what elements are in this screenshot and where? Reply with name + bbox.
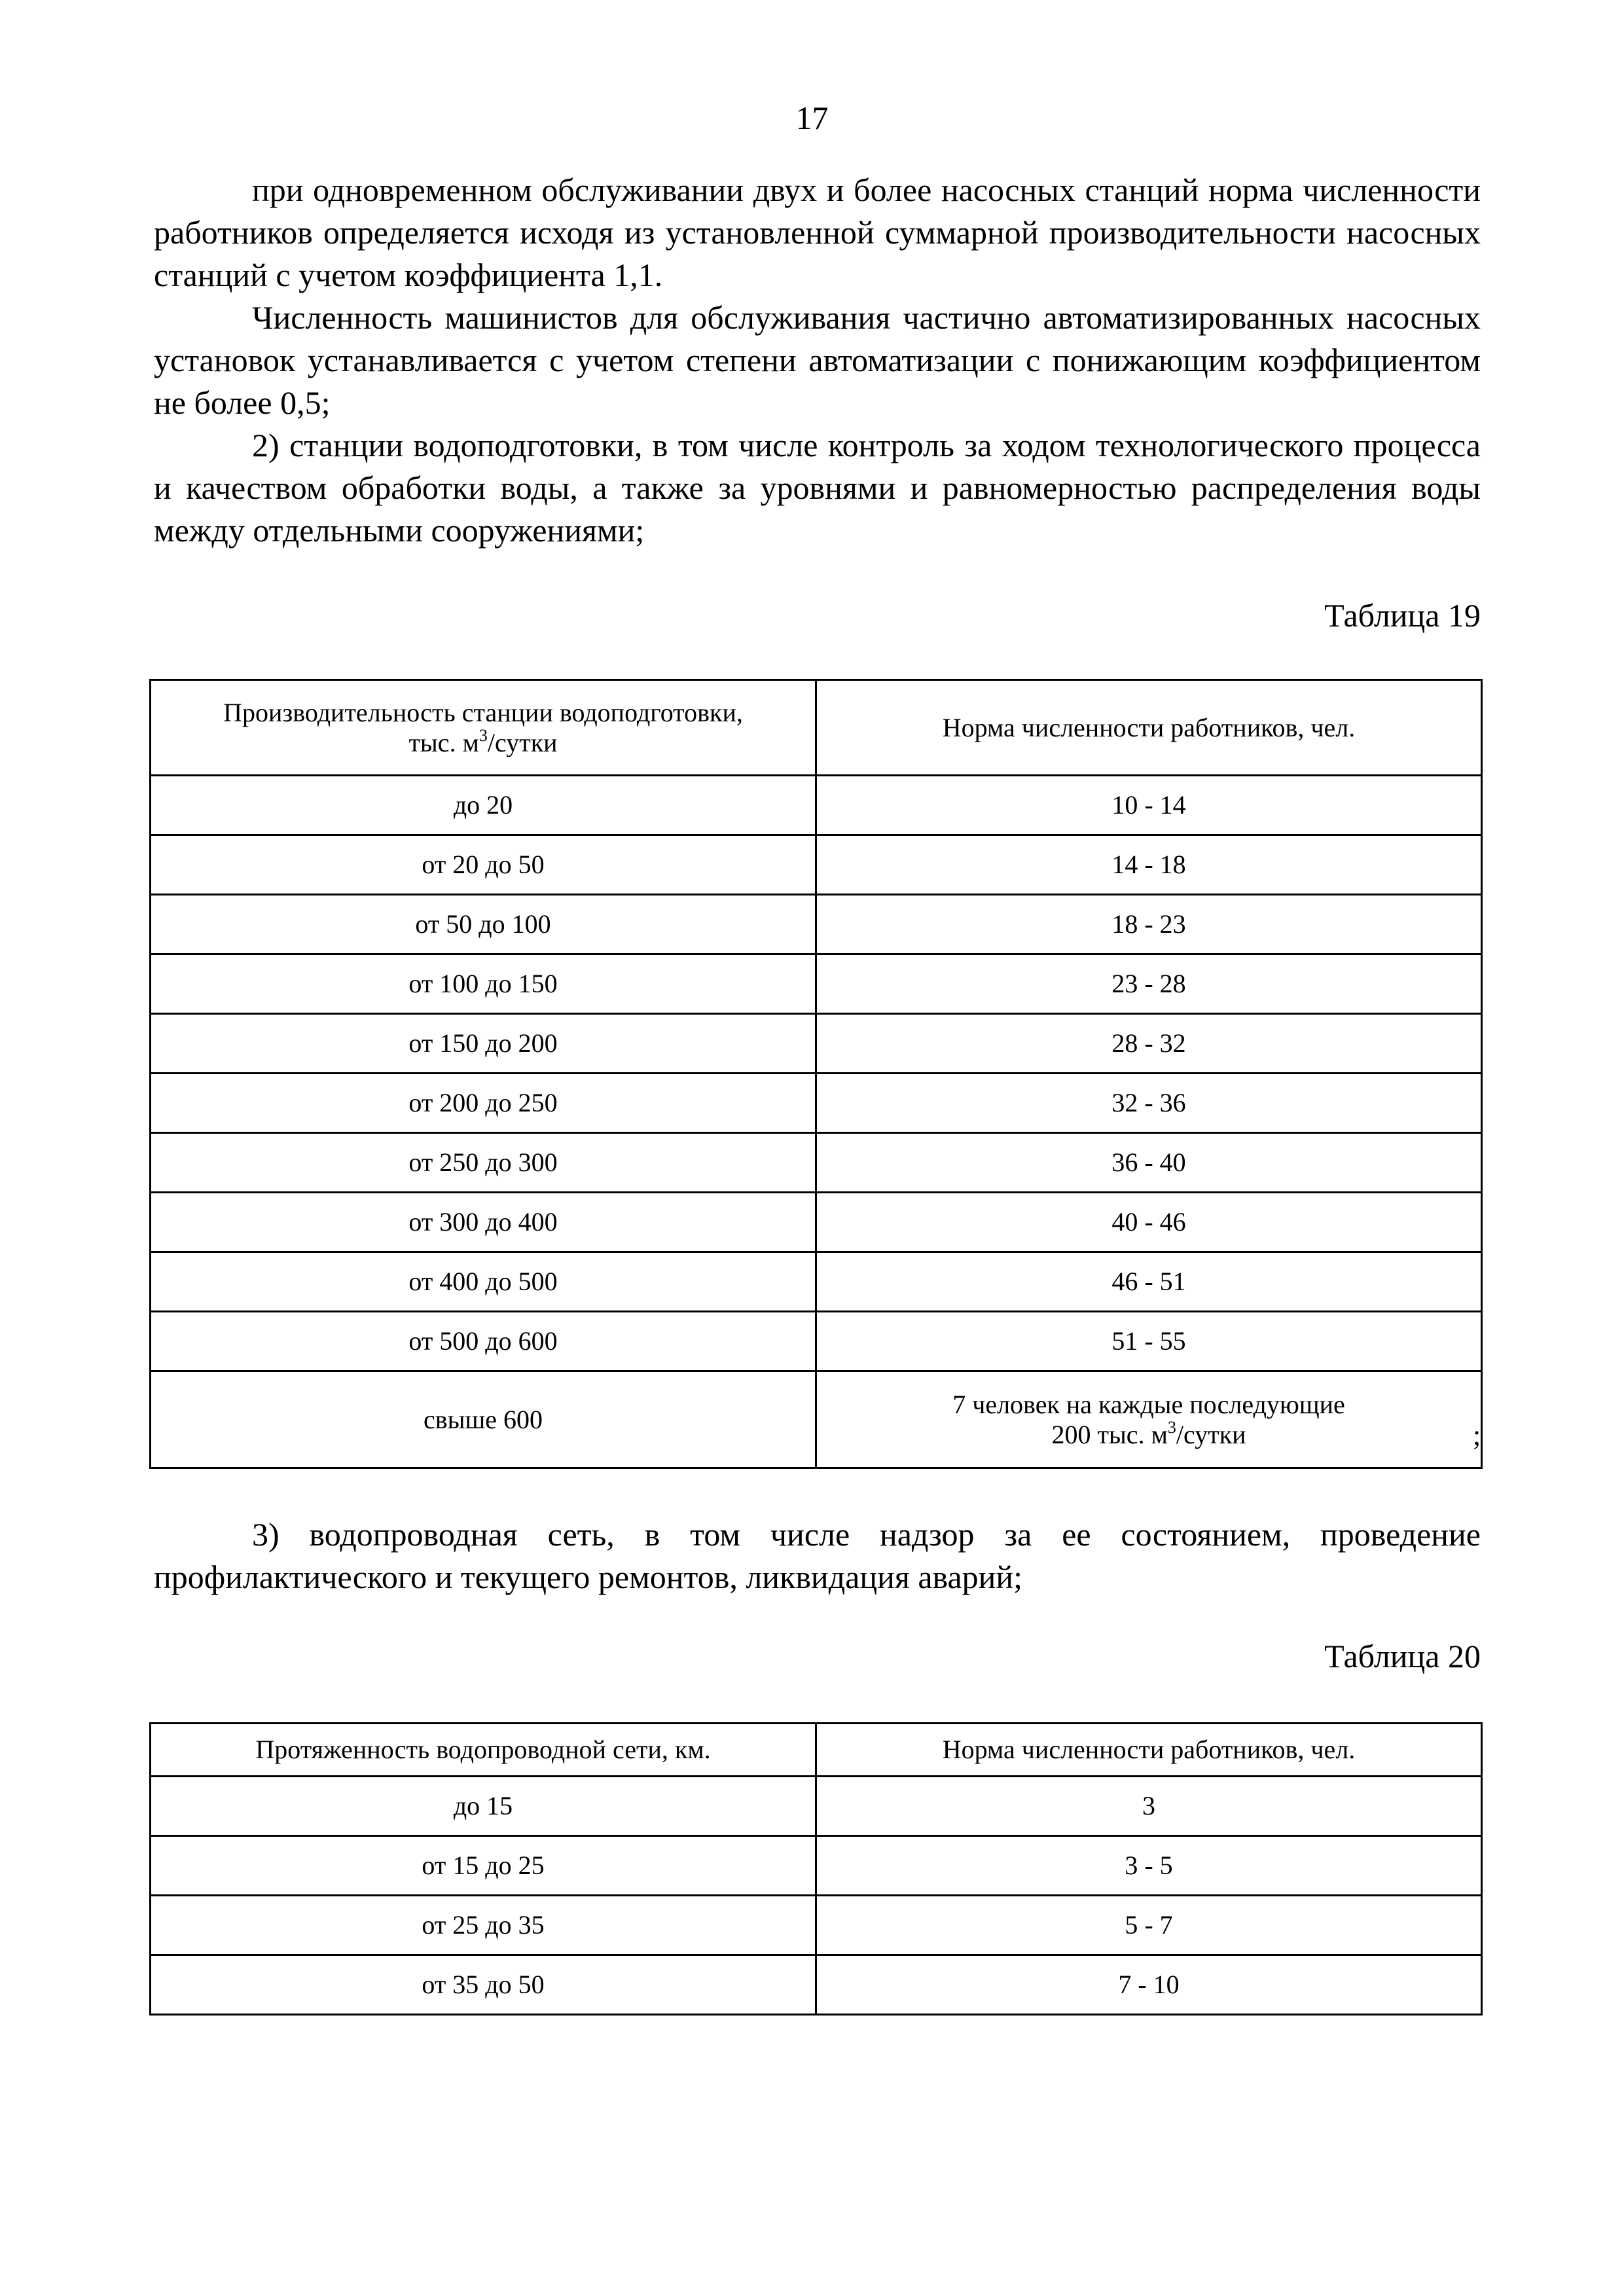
paragraph-water-network: 3) водопроводная сеть, в том числе надзор за ее состоянием, проведение профилактического и текущего ремонтов, ликвидация аварий; <box>154 1516 1481 1595</box>
page-number: 17 <box>795 99 829 136</box>
table-20 <box>149 1722 1483 2015</box>
cell-capacity: до 20 <box>151 776 816 835</box>
table-row <box>151 954 1482 1014</box>
cell-norm: 36 - 40 <box>816 1133 1482 1193</box>
cell-norm: 3 - 5 <box>816 1836 1482 1896</box>
header-capacity: Производительность станции водоподготовки, тыс. $м^3$/сутки <box>151 680 816 776</box>
table-19 <box>149 679 1483 1469</box>
cell-length: от 35 до 50 <box>151 1955 816 2015</box>
table-row <box>151 1836 1482 1896</box>
table-header-row <box>151 680 1482 776</box>
cell-length: до 15 <box>151 1777 816 1836</box>
cell-capacity: от 50 до 100 <box>151 895 816 954</box>
cell-norm: 23 - 28 <box>816 954 1482 1014</box>
header-norm: Норма численности работников, чел. <box>816 680 1482 776</box>
paragraph-machinists: Численность машинистов для обслуживания частично автоматизированных насосных установок устанавливается с учетом степени автоматизации с понижающим коэффициентом не более 0,5; <box>154 299 1481 421</box>
cell-capacity: от 20 до 50 <box>151 835 816 895</box>
table-row <box>151 1955 1482 2015</box>
paragraph-water-treatment: 2) станции водоподготовки, в том числе контроль за ходом технологического процесса и качеством обработки воды, а также за уровнями и равномерностью распределения воды между отдельными сооружениями; <box>154 427 1481 549</box>
table-19-trailing-semicolon: ; <box>1473 1419 1481 1451</box>
cell-length: от 25 до 35 <box>151 1896 816 1955</box>
cell-capacity: от 250 до 300 <box>151 1133 816 1193</box>
cell-norm: 14 - 18 <box>816 835 1482 895</box>
cell-capacity: от 150 до 200 <box>151 1014 816 1074</box>
cell-norm: 28 - 32 <box>816 1014 1482 1074</box>
cell-capacity: от 100 до 150 <box>151 954 816 1014</box>
cell-capacity: от 200 до 250 <box>151 1074 816 1133</box>
cell-norm: 7 человек на каждые последующие 200 тыс. $м^3$/сутки <box>816 1371 1482 1468</box>
table-row <box>151 776 1482 835</box>
cell-norm: 40 - 46 <box>816 1193 1482 1252</box>
cell-capacity: от 300 до 400 <box>151 1193 816 1252</box>
table-row <box>151 895 1482 954</box>
cell-norm: 5 - 7 <box>816 1896 1482 1955</box>
table-19-caption: Таблица 19 <box>1324 597 1481 634</box>
table-row <box>151 1777 1482 1836</box>
cell-norm: 3 <box>816 1777 1482 1836</box>
cell-capacity: от 400 до 500 <box>151 1252 816 1312</box>
table-header-row <box>151 1724 1482 1777</box>
cell-norm: 46 - 51 <box>816 1252 1482 1312</box>
table-row <box>151 1074 1482 1133</box>
cell-norm: 7 - 10 <box>816 1955 1482 2015</box>
table-row <box>151 1896 1482 1955</box>
cell-norm: 10 - 14 <box>816 776 1482 835</box>
cell-capacity: свыше 600 <box>151 1371 816 1468</box>
header-norm: Норма численности работников, чел. <box>816 1724 1482 1777</box>
table-row <box>151 1252 1482 1312</box>
table-row-last <box>151 1371 1482 1468</box>
table-row <box>151 1312 1482 1371</box>
header-length: Протяженность водопроводной сети, км. <box>151 1724 816 1777</box>
cell-capacity: от 500 до 600 <box>151 1312 816 1371</box>
cell-norm: 32 - 36 <box>816 1074 1482 1133</box>
paragraph-pump-stations: при одновременном обслуживании двух и более насосных станций норма численности работников определяется исходя из установленной суммарной производительности насосных станций с учетом коэффициента 1,1. <box>154 172 1481 293</box>
table-20-caption: Таблица 20 <box>1324 1638 1481 1674</box>
cell-length: от 15 до 25 <box>151 1836 816 1896</box>
table-row <box>151 1133 1482 1193</box>
table-row <box>151 1014 1482 1074</box>
cell-norm: 18 - 23 <box>816 895 1482 954</box>
cell-norm: 51 - 55 <box>816 1312 1482 1371</box>
table-row <box>151 835 1482 895</box>
table-row <box>151 1193 1482 1252</box>
